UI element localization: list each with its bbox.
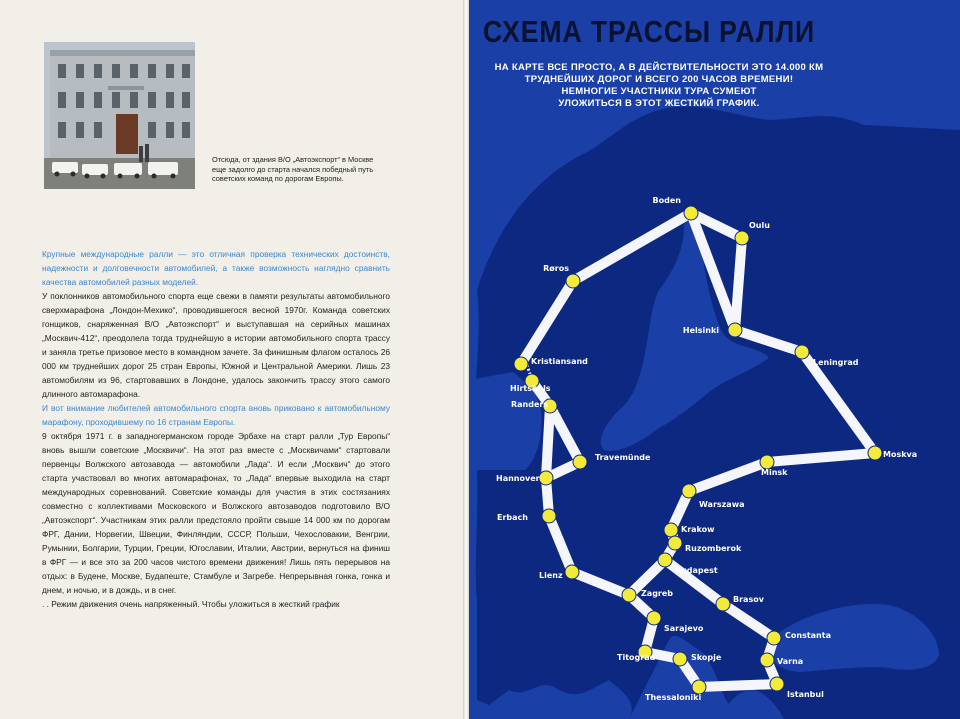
subtitle-line: ТРУДНЕЙШИХ ДОРОГ И ВСЕГО 200 ЧАСОВ ВРЕМЕНИ!: [524, 74, 794, 85]
city-dot[interactable]: [658, 553, 672, 567]
city-dot[interactable]: [573, 455, 587, 469]
city-label: Brasov: [733, 595, 764, 604]
intro-paragraph: Крупные международные ралли — это отличная проверка технических достоинств, надежности и долговечности автомобилей, а также возможность наглядно сравнить качества автомобилей разных моделей.: [42, 249, 390, 287]
city-label: Kristiansand: [531, 357, 588, 366]
city-dot[interactable]: [770, 677, 784, 691]
highlight-paragraph: И вот внимание любителей автомобильного спорта вновь приковано к автомобильному марафону, проходившему по 16 странам Европы.: [42, 403, 390, 427]
city-dot[interactable]: [668, 536, 682, 550]
city-dot[interactable]: [868, 446, 882, 460]
city-label: Hannover: [496, 474, 540, 483]
city-dot[interactable]: [664, 523, 678, 537]
city-label: Lienz: [539, 571, 563, 580]
city-label: Randers: [511, 400, 549, 409]
city-dot[interactable]: [684, 206, 698, 220]
city-label: Moskva: [883, 450, 918, 459]
city-label: Oulu: [749, 221, 770, 230]
city-dot[interactable]: [566, 274, 580, 288]
city-dot[interactable]: [673, 652, 687, 666]
city-label: Varna: [777, 657, 804, 666]
city-label: Warszawa: [699, 500, 745, 509]
map-title: СХЕМА ТРАССЫ РАЛЛИ: [483, 14, 816, 49]
route-segment: [546, 406, 550, 478]
city-dot[interactable]: [728, 323, 742, 337]
city-label: Boden: [652, 196, 681, 205]
city-dot[interactable]: [565, 565, 579, 579]
city-dot[interactable]: [735, 231, 749, 245]
city-label: Zagreb: [641, 589, 674, 598]
city-label: Travemünde: [595, 453, 651, 462]
city-dot[interactable]: [795, 345, 809, 359]
city-label: Røros: [543, 264, 569, 273]
city-label: Leningrad: [813, 358, 859, 367]
subtitle-line: НЕМНОГИЕ УЧАСТНИКИ ТУРА СУМЕЮТ: [561, 86, 757, 97]
city-dot[interactable]: [539, 471, 553, 485]
city-dot[interactable]: [716, 597, 730, 611]
city-dot[interactable]: [682, 484, 696, 498]
city-label: Erbach: [497, 513, 528, 522]
city-label: Hirtshals: [510, 384, 551, 393]
right-page: [469, 0, 960, 719]
city-label: Ruzomberok: [685, 544, 742, 553]
city-label: Istanbul: [787, 690, 824, 699]
city-label: Titograd: [617, 653, 656, 662]
city-dot[interactable]: [622, 588, 636, 602]
map-subtitle: [479, 62, 839, 110]
city-dot[interactable]: [514, 357, 528, 371]
city-dot[interactable]: [542, 509, 556, 523]
city-label: Minsk: [761, 468, 788, 477]
city-dot[interactable]: [647, 611, 661, 625]
left-page: [0, 0, 463, 719]
city-dot[interactable]: [692, 680, 706, 694]
route-segment: [735, 238, 742, 330]
article-paragraph: 9 октября 1971 г. в западногерманском городе Эрбахе на старт ралли „Тур Европы“ вновь вышли советские „Москвичи“. На этот раз вместе с „Москвичами“ стартовали первенцы Волжского автозавода — автомобили „Лада“. И если „Москвич“ до этого старта участвовал во многих автомарафонах, то „Лада“ впервые выходила на старт международных соревнований. Советские команды для участия в этих состязаниях совместно с коллективами Московского и Волжского автозаводов подготовило В/О „Автоэкспорт“. Участникам этих ралли предстояло пройти свыше 14 000 км по дорогам ФРГ, Дании, Норвегии, Швеции, Финляндии, СССР, Польши, Чехословакии, Венгрии, Румынии, Болгарии, Турции, Греции, Югославии, Италии, Австрии, вернуться на финиш в ФРГ — и все это за 200 часов чистого времени движения! Лишь пять перерывов на отдых: в Будене, Москве, Будапеште, Стамбуле и Загребе. Непрерывная гонка, гонка и днем, и ночью, и в дождь, и в снег.: [42, 431, 390, 595]
city-label: Helsinki: [682, 326, 719, 335]
city-label: Constanta: [785, 631, 831, 640]
city-label: Thessaloniki: [645, 693, 702, 702]
city-label: Skopje: [691, 653, 722, 662]
city-label: Budapest: [675, 566, 718, 575]
subtitle-line: УЛОЖИТЬСЯ В ЭТОТ ЖЕСТКИЙ ГРАФИК.: [558, 98, 760, 109]
subtitle-line: НА КАРТЕ ВСЕ ПРОСТО, А В ДЕЙСТВИТЕЛЬНОСТИ ЭТО 14.000 КМ: [494, 62, 824, 73]
article-body: [42, 247, 390, 611]
city-dot[interactable]: [760, 455, 774, 469]
route-segment: [699, 684, 777, 687]
city-dot[interactable]: [760, 653, 774, 667]
city-label: Sarajevo: [664, 624, 704, 633]
city-dot[interactable]: [767, 631, 781, 645]
article-paragraph: У поклонников автомобильного спорта еще свежи в памяти результаты автомобильного сверхмарафона „Лондон-Мехико“, проводившегося весной 1970г. Команда советских гонщиков, снаряженная В/О „Автоэкспорт“ и выступавшая на серийных машинах „Москвич-412“, преодолела тогда труднейшую в истории автомобильного спорта трассу и заняла третье призовое место в командном зачете. За финишным флагом осталось 26 000 км труднейших дорог 25 стран Европы, Южной и Центральной Америки. Лишь 23 автомобилям из 96, стартовавших в Лондоне, удалось закончить трассу этого самого длинного автомарафона.: [42, 291, 390, 399]
photo-caption: Отсюда, от здания В/О „Автоэкспорт“ в Москве еще задолго до старта начался победный путь советских команд по дорогам Европы.: [212, 155, 374, 184]
city-label: Krakow: [681, 525, 715, 534]
article-paragraph: . . Режим движения очень напряженный. Чтобы уложиться в жесткий график: [42, 599, 340, 609]
autoexport-building-photo: [44, 42, 195, 189]
